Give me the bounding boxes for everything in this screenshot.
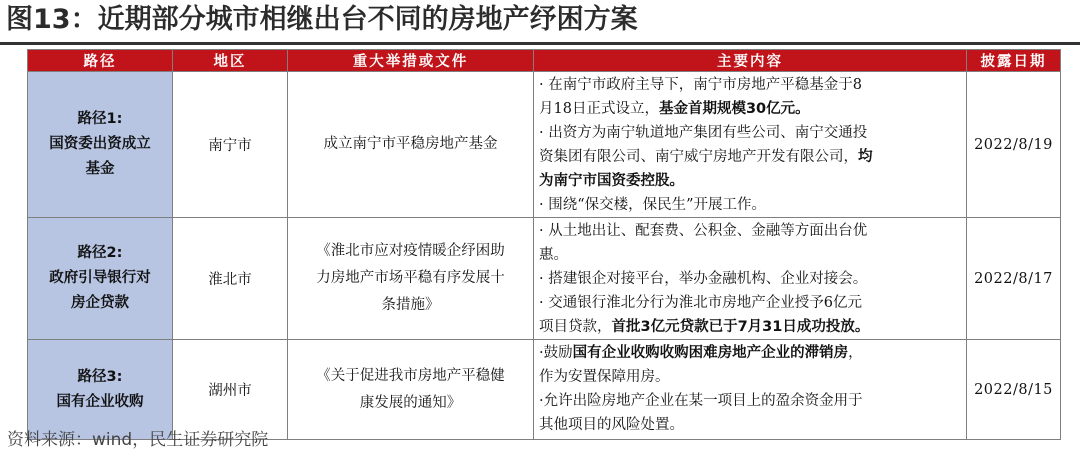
path-cell <box>28 72 173 218</box>
content-text: ·鼓励 <box>539 345 573 361</box>
content-text: · 交通银行淮北分行为淮北市房地产企业授予6亿元 <box>539 295 862 311</box>
content-text: · 在南宁市政府主导下，南宁市房地产平稳基金于8 <box>539 77 862 93</box>
content-emphasis: 国有企业收购收购困难房地产企业的滞销房 <box>572 345 849 361</box>
content-text: ·允许出险房地产企业在某一项目上的盈余资金用于 <box>539 393 863 409</box>
header-content: 主要内容 <box>534 50 967 72</box>
table-row <box>28 72 1061 218</box>
measure-cell <box>288 340 534 440</box>
content-emphasis: 首批3亿元贷款已于7月31日成功投放。 <box>611 319 870 335</box>
content-emphasis: 为南宁市国资委控股。 <box>539 173 684 189</box>
content-text: · 搭建银企对接平台，举办金融机构、企业对接会。 <box>539 271 868 287</box>
date-cell: 2022/8/15 <box>967 340 1061 440</box>
content-text: 惠。 <box>539 247 568 263</box>
title-underline <box>0 42 1080 45</box>
measure-cell-line: 《关于促进我市房地产平稳健 <box>316 367 505 384</box>
content-line <box>539 219 964 243</box>
path-cell-line: 路径2: <box>77 245 123 261</box>
content-line <box>539 341 964 365</box>
content-line <box>539 413 964 437</box>
path-cell-line: 国有企业收购 <box>56 393 144 410</box>
table-row <box>28 218 1061 340</box>
header-row <box>28 50 1061 72</box>
content-line <box>539 389 964 413</box>
measure-cell-line: 成立南宁市平稳房地产基金 <box>323 136 498 152</box>
content-cell <box>534 218 967 340</box>
content-line <box>539 267 964 291</box>
path-cell-line: 路径1: <box>77 111 123 127</box>
content-line <box>539 169 964 193</box>
measure-cell-line: 康发展的通知》 <box>359 394 462 411</box>
header-measure: 重大举措或文件 <box>288 50 534 72</box>
date-cell: 2022/8/19 <box>967 72 1061 218</box>
content-text: · 从土地出让、配套费、公积金、金融等方面出台优 <box>539 223 868 239</box>
content-line <box>539 121 964 145</box>
path-cell-line: 房企贷款 <box>71 295 129 311</box>
content-cell <box>534 340 967 440</box>
policy-table <box>27 49 1061 440</box>
content-line <box>539 315 964 339</box>
header-region: 地区 <box>173 50 288 72</box>
content-line <box>539 243 964 267</box>
content-text: · 围绕“保交楼，保民生”开展工作。 <box>539 197 767 213</box>
path-cell-line: 路径3: <box>77 368 123 385</box>
content-line <box>539 193 964 217</box>
measure-cell <box>288 218 534 340</box>
content-line <box>539 291 964 315</box>
measure-cell-line: 条措施》 <box>381 297 440 313</box>
measure-cell-line: 《淮北市应对疫情暖企纾困助 <box>316 243 505 259</box>
region-cell: 湖州市 <box>173 340 288 440</box>
content-text: 作为安置保障用房。 <box>539 369 670 385</box>
source-note: 资料来源：wind，民生证券研究院 <box>7 430 269 450</box>
header-date: 披露日期 <box>967 50 1061 72</box>
path-cell-line: 国资委出资成立 <box>49 136 151 152</box>
content-text: · 出资方为南宁轨道地产集团有些公司、南宁交通投 <box>539 125 868 141</box>
region-cell: 南宁市 <box>173 72 288 218</box>
content-line <box>539 97 964 121</box>
figure-title: 图13：近期部分城市相继出台不同的房地产纾困方案 <box>6 4 638 35</box>
header-path: 路径 <box>28 50 173 72</box>
content-line <box>539 73 964 97</box>
measure-cell-line: 力房地产市场平稳有序发展十 <box>316 270 505 286</box>
content-line <box>539 365 964 389</box>
region-cell: 淮北市 <box>173 218 288 340</box>
content-text: 资集团有限公司、南宁威宁房地产开发有限公司， <box>539 149 858 165</box>
content-text: 月18日正式设立， <box>539 101 659 117</box>
content-emphasis: 基金首期规模30亿元。 <box>658 101 810 117</box>
content-cell <box>534 72 967 218</box>
path-cell-line: 政府引导银行对 <box>49 270 151 286</box>
date-cell: 2022/8/17 <box>967 218 1061 340</box>
measure-cell <box>288 72 534 218</box>
content-emphasis: 均 <box>858 149 873 165</box>
path-cell <box>28 218 173 340</box>
content-text: 项目贷款， <box>539 319 612 335</box>
path-cell-line: 基金 <box>85 161 115 177</box>
content-text: ， <box>848 345 863 361</box>
content-line <box>539 145 964 169</box>
content-text: 其他项目的风险处置。 <box>539 417 684 433</box>
